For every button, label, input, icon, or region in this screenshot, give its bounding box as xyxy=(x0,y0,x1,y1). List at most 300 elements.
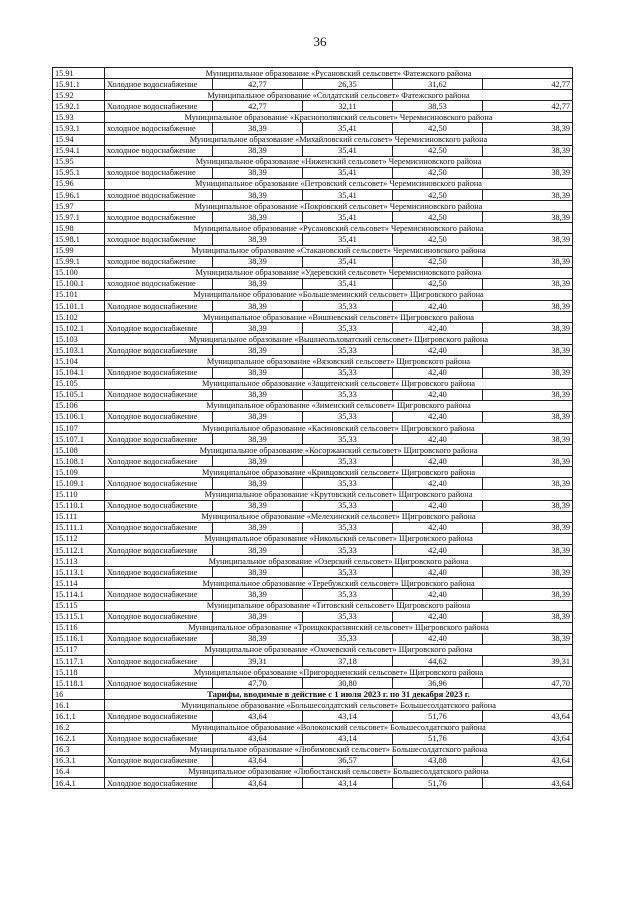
tariff-value-1: 43,64 xyxy=(213,755,303,766)
municipality-row xyxy=(53,334,573,345)
municipality-row xyxy=(53,744,573,755)
tariff-value-3: 38,53 xyxy=(393,101,483,112)
tariff-value-row xyxy=(53,256,573,267)
row-number: 15.102.1 xyxy=(53,323,105,334)
tariff-value-2: 35,33 xyxy=(303,611,393,622)
service-name: Холодное водоснабжение xyxy=(105,367,213,378)
tariff-value-2: 35,33 xyxy=(303,567,393,578)
tariff-value-3: 42,40 xyxy=(393,389,483,400)
tariff-value-4: 43,64 xyxy=(483,755,573,766)
tariff-value-1: 38,39 xyxy=(213,434,303,445)
row-number: 15.112 xyxy=(53,533,105,544)
tariff-value-row xyxy=(53,101,573,112)
row-number: 16.2.1 xyxy=(53,733,105,744)
tariff-value-row xyxy=(53,711,573,722)
tariff-value-2: 35,33 xyxy=(303,456,393,467)
row-number: 16.3.1 xyxy=(53,755,105,766)
tariff-value-2: 35,33 xyxy=(303,633,393,644)
service-name: Холодное водоснабжение xyxy=(105,345,213,356)
municipality-row xyxy=(53,722,573,733)
tariff-value-1: 38,39 xyxy=(213,589,303,600)
tariff-value-2: 35,41 xyxy=(303,167,393,178)
tariff-value-2: 35,41 xyxy=(303,278,393,289)
service-name: Холодное водоснабжение xyxy=(105,522,213,533)
tariff-value-2: 35,41 xyxy=(303,123,393,134)
tariff-value-4: 42,77 xyxy=(483,101,573,112)
tariff-value-1: 42,77 xyxy=(213,101,303,112)
tariff-value-1: 42,77 xyxy=(213,79,303,90)
service-name: Холодное водоснабжение xyxy=(105,411,213,422)
row-number: 15.113 xyxy=(53,556,105,567)
municipality-row xyxy=(53,245,573,256)
municipality-row xyxy=(53,312,573,323)
tariff-value-4: 43,64 xyxy=(483,778,573,789)
municipality-title: Муниципальное образование «Защитенский сельсовет» Щигровского района xyxy=(105,378,573,389)
tariff-value-2: 35,41 xyxy=(303,190,393,201)
row-number: 15.106 xyxy=(53,400,105,411)
tariff-value-1: 38,39 xyxy=(213,522,303,533)
service-name: холодное водоснабжение xyxy=(105,145,213,156)
tariff-value-row xyxy=(53,190,573,201)
tariff-value-3: 42,40 xyxy=(393,300,483,311)
municipality-row xyxy=(53,201,573,212)
municipality-title: Муниципальное образование «Озерский сельсовет» Щигровского района xyxy=(105,556,573,567)
row-number: 15.107 xyxy=(53,423,105,434)
tariff-value-3: 44,62 xyxy=(393,655,483,666)
municipality-title: Муниципальное образование «Покровский сельсовет» Черемисиновского района xyxy=(105,201,573,212)
service-name: Холодное водоснабжение xyxy=(105,633,213,644)
tariff-value-4: 43,64 xyxy=(483,711,573,722)
municipality-title: Муниципальное образование «Солдатский сельсовет» Фатежского района xyxy=(105,90,573,101)
tariff-value-row xyxy=(53,167,573,178)
tariff-value-3: 51,76 xyxy=(393,778,483,789)
row-number: 15.98.1 xyxy=(53,234,105,245)
row-number: 15.96.1 xyxy=(53,190,105,201)
tariff-value-2: 35,33 xyxy=(303,411,393,422)
row-number: 15.117 xyxy=(53,644,105,655)
tariff-value-2: 35,33 xyxy=(303,478,393,489)
tariff-value-4: 38,39 xyxy=(483,300,573,311)
tariff-value-2: 35,41 xyxy=(303,145,393,156)
municipality-title: Муниципальное образование «Вишневский сельсовет» Щигровского района xyxy=(105,312,573,323)
tariff-value-3: 42,50 xyxy=(393,145,483,156)
tariff-value-4: 43,64 xyxy=(483,733,573,744)
tariff-value-3: 42,40 xyxy=(393,522,483,533)
tariff-value-row xyxy=(53,411,573,422)
tariff-value-4: 38,39 xyxy=(483,145,573,156)
municipality-row xyxy=(53,622,573,633)
tariff-value-1: 38,39 xyxy=(213,500,303,511)
municipality-row xyxy=(53,533,573,544)
tariff-value-2: 37,18 xyxy=(303,655,393,666)
row-number: 15.102 xyxy=(53,312,105,323)
tariff-value-2: 35,41 xyxy=(303,234,393,245)
row-number: 15.94.1 xyxy=(53,145,105,156)
page-number: 36 xyxy=(313,34,327,49)
tariff-value-row xyxy=(53,79,573,90)
row-number: 15.111 xyxy=(53,511,105,522)
row-number: 15.118.1 xyxy=(53,678,105,689)
row-number: 15.104 xyxy=(53,356,105,367)
municipality-row xyxy=(53,489,573,500)
tariff-value-4: 39,31 xyxy=(483,655,573,666)
tariff-value-3: 42,40 xyxy=(393,545,483,556)
service-name: Холодное водоснабжение xyxy=(105,711,213,722)
row-number: 15.114.1 xyxy=(53,589,105,600)
tariff-value-1: 38,39 xyxy=(213,478,303,489)
tariff-value-4: 38,39 xyxy=(483,478,573,489)
service-name: Холодное водоснабжение xyxy=(105,434,213,445)
tariff-value-row xyxy=(53,611,573,622)
tariff-value-row xyxy=(53,733,573,744)
row-number: 15.116.1 xyxy=(53,633,105,644)
tariff-value-row xyxy=(53,456,573,467)
row-number: 16.1.1 xyxy=(53,711,105,722)
tariff-value-4: 38,39 xyxy=(483,234,573,245)
row-number: 15.91.1 xyxy=(53,79,105,90)
tariff-value-2: 35,33 xyxy=(303,545,393,556)
tariff-value-4: 47,70 xyxy=(483,678,573,689)
row-number: 15.103.1 xyxy=(53,345,105,356)
service-name: холодное водоснабжение xyxy=(105,234,213,245)
row-number: 15.97.1 xyxy=(53,212,105,223)
municipality-row xyxy=(53,600,573,611)
municipality-title: Муниципальное образование «Ниженский сельсовет» Черемисиновского района xyxy=(105,156,573,167)
row-number: 15.112.1 xyxy=(53,545,105,556)
row-number: 15.97 xyxy=(53,201,105,212)
service-name: холодное водоснабжение xyxy=(105,256,213,267)
tariff-value-1: 38,39 xyxy=(213,234,303,245)
municipality-row xyxy=(53,156,573,167)
row-number: 15.115 xyxy=(53,600,105,611)
municipality-title: Муниципальное образование «Косоржанский сельсовет» Щигровского района xyxy=(105,445,573,456)
row-number: 15.95.1 xyxy=(53,167,105,178)
municipality-title: Муниципальное образование «Русановский сельсовет» Черемисиновского района xyxy=(105,223,573,234)
service-name: холодное водоснабжение xyxy=(105,190,213,201)
row-number: 15.92 xyxy=(53,90,105,101)
tariff-value-row xyxy=(53,278,573,289)
municipality-row xyxy=(53,766,573,777)
municipality-title: Муниципальное образование «Петровский сельсовет» Черемисиновского района xyxy=(105,178,573,189)
service-name: Холодное водоснабжение xyxy=(105,500,213,511)
tariff-value-1: 43,64 xyxy=(213,778,303,789)
service-name: Холодное водоснабжение xyxy=(105,589,213,600)
row-number: 15.110.1 xyxy=(53,500,105,511)
tariff-value-3: 31,62 xyxy=(393,79,483,90)
tariff-value-1: 47,70 xyxy=(213,678,303,689)
row-number: 15.118 xyxy=(53,667,105,678)
tariff-value-1: 38,39 xyxy=(213,145,303,156)
service-name: Холодное водоснабжение xyxy=(105,478,213,489)
row-number: 16 xyxy=(53,689,105,700)
service-name: Холодное водоснабжение xyxy=(105,79,213,90)
row-number: 16.3 xyxy=(53,744,105,755)
tariff-value-3: 42,40 xyxy=(393,478,483,489)
municipality-row xyxy=(53,700,573,711)
tariff-value-4: 38,39 xyxy=(483,345,573,356)
row-number: 15.103 xyxy=(53,334,105,345)
tariff-value-3: 42,50 xyxy=(393,234,483,245)
row-number: 15.101.1 xyxy=(53,300,105,311)
service-name: Холодное водоснабжение xyxy=(105,678,213,689)
service-name: холодное водоснабжение xyxy=(105,212,213,223)
municipality-row xyxy=(53,644,573,655)
row-number: 15.109 xyxy=(53,467,105,478)
tariff-value-4: 38,39 xyxy=(483,212,573,223)
municipality-row xyxy=(53,400,573,411)
tariff-value-3: 42,40 xyxy=(393,567,483,578)
tariff-value-2: 35,33 xyxy=(303,300,393,311)
municipality-title: Муниципальное образование «Никольский сельсовет» Щигровского района xyxy=(105,533,573,544)
service-name: Холодное водоснабжение xyxy=(105,611,213,622)
row-number: 15.108 xyxy=(53,445,105,456)
service-name: Холодное водоснабжение xyxy=(105,389,213,400)
section-title: Тарифы, вводимые в действие с 1 июля 2023 г. по 31 декабря 2023 г. xyxy=(105,689,573,700)
service-name: холодное водоснабжение xyxy=(105,167,213,178)
tariff-value-1: 38,39 xyxy=(213,345,303,356)
municipality-row xyxy=(53,511,573,522)
tariff-value-4: 38,39 xyxy=(483,522,573,533)
service-name: Холодное водоснабжение xyxy=(105,545,213,556)
tariff-value-1: 38,39 xyxy=(213,212,303,223)
service-name: холодное водоснабжение xyxy=(105,123,213,134)
tariff-value-4: 38,39 xyxy=(483,500,573,511)
service-name: Холодное водоснабжение xyxy=(105,733,213,744)
tariff-value-row xyxy=(53,145,573,156)
tariff-value-1: 38,39 xyxy=(213,300,303,311)
tariff-table-body xyxy=(53,68,573,789)
service-name: Холодное водоснабжение xyxy=(105,300,213,311)
tariff-value-3: 42,50 xyxy=(393,256,483,267)
tariff-value-4: 38,39 xyxy=(483,545,573,556)
municipality-title: Муниципальное образование «Вязовский сельсовет» Щигровского района xyxy=(105,356,573,367)
tariff-value-row xyxy=(53,300,573,311)
tariff-value-3: 43,88 xyxy=(393,755,483,766)
municipality-title: Муниципальное образование «Мелехинский сельсовет» Щигровского района xyxy=(105,511,573,522)
tariff-value-row xyxy=(53,778,573,789)
tariff-value-row xyxy=(53,755,573,766)
row-number: 15.99 xyxy=(53,245,105,256)
municipality-title: Муниципальное образование «Зименский сельсовет» Щигровского района xyxy=(105,400,573,411)
service-name: Холодное водоснабжение xyxy=(105,778,213,789)
tariff-value-row xyxy=(53,478,573,489)
tariff-value-3: 42,50 xyxy=(393,167,483,178)
row-number: 15.110 xyxy=(53,489,105,500)
row-number: 15.92.1 xyxy=(53,101,105,112)
row-number: 16.2 xyxy=(53,722,105,733)
row-number: 15.111.1 xyxy=(53,522,105,533)
municipality-title: Муниципальное образование «Русановский сельсовет» Фатежского района xyxy=(105,68,573,79)
tariff-value-2: 32,11 xyxy=(303,101,393,112)
municipality-row xyxy=(53,578,573,589)
tariff-value-3: 42,40 xyxy=(393,323,483,334)
tariff-value-2: 30,80 xyxy=(303,678,393,689)
tariff-value-1: 38,39 xyxy=(213,123,303,134)
tariff-value-4: 38,39 xyxy=(483,323,573,334)
tariff-value-4: 38,39 xyxy=(483,411,573,422)
tariff-value-3: 42,40 xyxy=(393,589,483,600)
municipality-title: Муниципальное образование «Титовский сельсовет» Щигровского района xyxy=(105,600,573,611)
service-name: Холодное водоснабжение xyxy=(105,755,213,766)
tariff-value-4: 42,77 xyxy=(483,79,573,90)
tariff-value-row xyxy=(53,545,573,556)
tariff-value-1: 38,39 xyxy=(213,389,303,400)
municipality-title: Муниципальное образование «Троицкокраснянский сельсовет» Щигровского района xyxy=(105,622,573,633)
municipality-title: Муниципальное образование «Волоконский сельсовет» Большесолдатского района xyxy=(105,722,573,733)
municipality-title: Муниципальное образование «Михайловский сельсовет» Черемисиновского района xyxy=(105,134,573,145)
row-number: 15.94 xyxy=(53,134,105,145)
municipality-title: Муниципальное образование «Большесолдатский сельсовет» Большесолдатского района xyxy=(105,700,573,711)
tariff-value-4: 38,39 xyxy=(483,367,573,378)
municipality-row xyxy=(53,467,573,478)
municipality-row xyxy=(53,68,573,79)
row-number: 15.105.1 xyxy=(53,389,105,400)
tariff-value-2: 35,33 xyxy=(303,589,393,600)
tariff-value-4: 38,39 xyxy=(483,389,573,400)
tariff-value-1: 38,39 xyxy=(213,567,303,578)
municipality-row xyxy=(53,112,573,123)
row-number: 15.109.1 xyxy=(53,478,105,489)
tariff-value-1: 43,64 xyxy=(213,711,303,722)
tariff-value-2: 35,33 xyxy=(303,323,393,334)
tariff-value-3: 51,76 xyxy=(393,711,483,722)
municipality-row xyxy=(53,178,573,189)
tariff-value-1: 38,39 xyxy=(213,545,303,556)
tariff-value-3: 42,40 xyxy=(393,367,483,378)
section-header-row xyxy=(53,689,573,700)
row-number: 15.108.1 xyxy=(53,456,105,467)
tariff-value-row xyxy=(53,633,573,644)
municipality-title: Муниципальное образование «Крутовский сельсовет» Щигровского района xyxy=(105,489,573,500)
tariff-value-1: 38,39 xyxy=(213,611,303,622)
municipality-row xyxy=(53,223,573,234)
tariff-table xyxy=(52,67,573,789)
municipality-title: Муниципальное образование «Касиновский сельсовет» Щигровского района xyxy=(105,423,573,434)
tariff-value-3: 42,40 xyxy=(393,434,483,445)
municipality-title: Муниципальное образование «Любостанский сельсовет» Большесолдатского района xyxy=(105,766,573,777)
row-number: 15.116 xyxy=(53,622,105,633)
service-name: Холодное водоснабжение xyxy=(105,655,213,666)
municipality-title: Муниципальное образование «Большезмеинский сельсовет» Щигровского района xyxy=(105,289,573,300)
municipality-row xyxy=(53,667,573,678)
tariff-value-row xyxy=(53,589,573,600)
municipality-row xyxy=(53,90,573,101)
municipality-row xyxy=(53,445,573,456)
service-name: Холодное водоснабжение xyxy=(105,456,213,467)
tariff-value-row xyxy=(53,323,573,334)
row-number: 15.107.1 xyxy=(53,434,105,445)
tariff-value-3: 42,40 xyxy=(393,611,483,622)
municipality-row xyxy=(53,289,573,300)
tariff-value-2: 35,33 xyxy=(303,434,393,445)
tariff-value-row xyxy=(53,522,573,533)
service-name: Холодное водоснабжение xyxy=(105,567,213,578)
row-number: 15.114 xyxy=(53,578,105,589)
tariff-value-4: 38,39 xyxy=(483,611,573,622)
row-number: 15.96 xyxy=(53,178,105,189)
municipality-row xyxy=(53,378,573,389)
tariff-value-3: 36,96 xyxy=(393,678,483,689)
tariff-value-2: 35,33 xyxy=(303,500,393,511)
tariff-value-row xyxy=(53,212,573,223)
tariff-value-2: 36,57 xyxy=(303,755,393,766)
municipality-title: Муниципальное образование «Охочевский сельсовет» Щигровского района xyxy=(105,644,573,655)
tariff-value-1: 38,39 xyxy=(213,456,303,467)
tariff-value-2: 26,35 xyxy=(303,79,393,90)
tariff-value-1: 38,39 xyxy=(213,411,303,422)
municipality-row xyxy=(53,423,573,434)
tariff-value-1: 38,39 xyxy=(213,323,303,334)
row-number: 15.100 xyxy=(53,267,105,278)
tariff-value-row xyxy=(53,367,573,378)
tariff-value-3: 42,40 xyxy=(393,456,483,467)
tariff-value-1: 39,31 xyxy=(213,655,303,666)
municipality-title: Муниципальное образование «Теребужский сельсовет» Щигровского района xyxy=(105,578,573,589)
row-number: 15.93.1 xyxy=(53,123,105,134)
tariff-value-3: 42,50 xyxy=(393,212,483,223)
municipality-title: Муниципальное образование «Любимовский сельсовет» Большесолдатского района xyxy=(105,744,573,755)
municipality-title: Муниципальное образование «Удеревский сельсовет» Черемисиновского района xyxy=(105,267,573,278)
tariff-value-row xyxy=(53,500,573,511)
tariff-value-1: 38,39 xyxy=(213,278,303,289)
tariff-value-2: 35,33 xyxy=(303,367,393,378)
tariff-value-1: 38,39 xyxy=(213,190,303,201)
tariff-value-4: 38,39 xyxy=(483,190,573,201)
tariff-value-4: 38,39 xyxy=(483,256,573,267)
tariff-value-3: 42,50 xyxy=(393,278,483,289)
municipality-row xyxy=(53,556,573,567)
tariff-value-row xyxy=(53,345,573,356)
tariff-value-4: 38,39 xyxy=(483,278,573,289)
municipality-title: Муниципальное образование «Кривцовский сельсовет» Щигровского района xyxy=(105,467,573,478)
tariff-value-1: 43,64 xyxy=(213,733,303,744)
tariff-value-row xyxy=(53,434,573,445)
tariff-value-2: 43,14 xyxy=(303,733,393,744)
tariff-value-2: 35,41 xyxy=(303,212,393,223)
municipality-title: Муниципальное образование «Вышнеольховатский сельсовет» Щигровского района xyxy=(105,334,573,345)
service-name: Холодное водоснабжение xyxy=(105,101,213,112)
tariff-value-3: 42,50 xyxy=(393,190,483,201)
tariff-value-3: 42,40 xyxy=(393,345,483,356)
tariff-value-4: 38,39 xyxy=(483,633,573,644)
tariff-value-2: 35,33 xyxy=(303,345,393,356)
row-number: 15.106.1 xyxy=(53,411,105,422)
row-number: 15.100.1 xyxy=(53,278,105,289)
municipality-row xyxy=(53,267,573,278)
tariff-value-2: 35,33 xyxy=(303,389,393,400)
tariff-value-row xyxy=(53,234,573,245)
tariff-value-2: 35,41 xyxy=(303,256,393,267)
tariff-value-row xyxy=(53,655,573,666)
row-number: 15.99.1 xyxy=(53,256,105,267)
tariff-value-row xyxy=(53,123,573,134)
tariff-value-1: 38,39 xyxy=(213,633,303,644)
tariff-value-1: 38,39 xyxy=(213,256,303,267)
row-number: 15.104.1 xyxy=(53,367,105,378)
service-name: Холодное водоснабжение xyxy=(105,323,213,334)
service-name: холодное водоснабжение xyxy=(105,278,213,289)
tariff-value-row xyxy=(53,567,573,578)
municipality-title: Муниципальное образование «Стакановский сельсовет» Черемисиновского района xyxy=(105,245,573,256)
tariff-value-2: 43,14 xyxy=(303,778,393,789)
tariff-value-3: 42,50 xyxy=(393,123,483,134)
row-number: 15.105 xyxy=(53,378,105,389)
row-number: 15.95 xyxy=(53,156,105,167)
row-number: 15.101 xyxy=(53,289,105,300)
tariff-value-4: 38,39 xyxy=(483,123,573,134)
municipality-title: Муниципальное образование «Краснополянский сельсовет» Черемисиновского района xyxy=(105,112,573,123)
row-number: 15.93 xyxy=(53,112,105,123)
